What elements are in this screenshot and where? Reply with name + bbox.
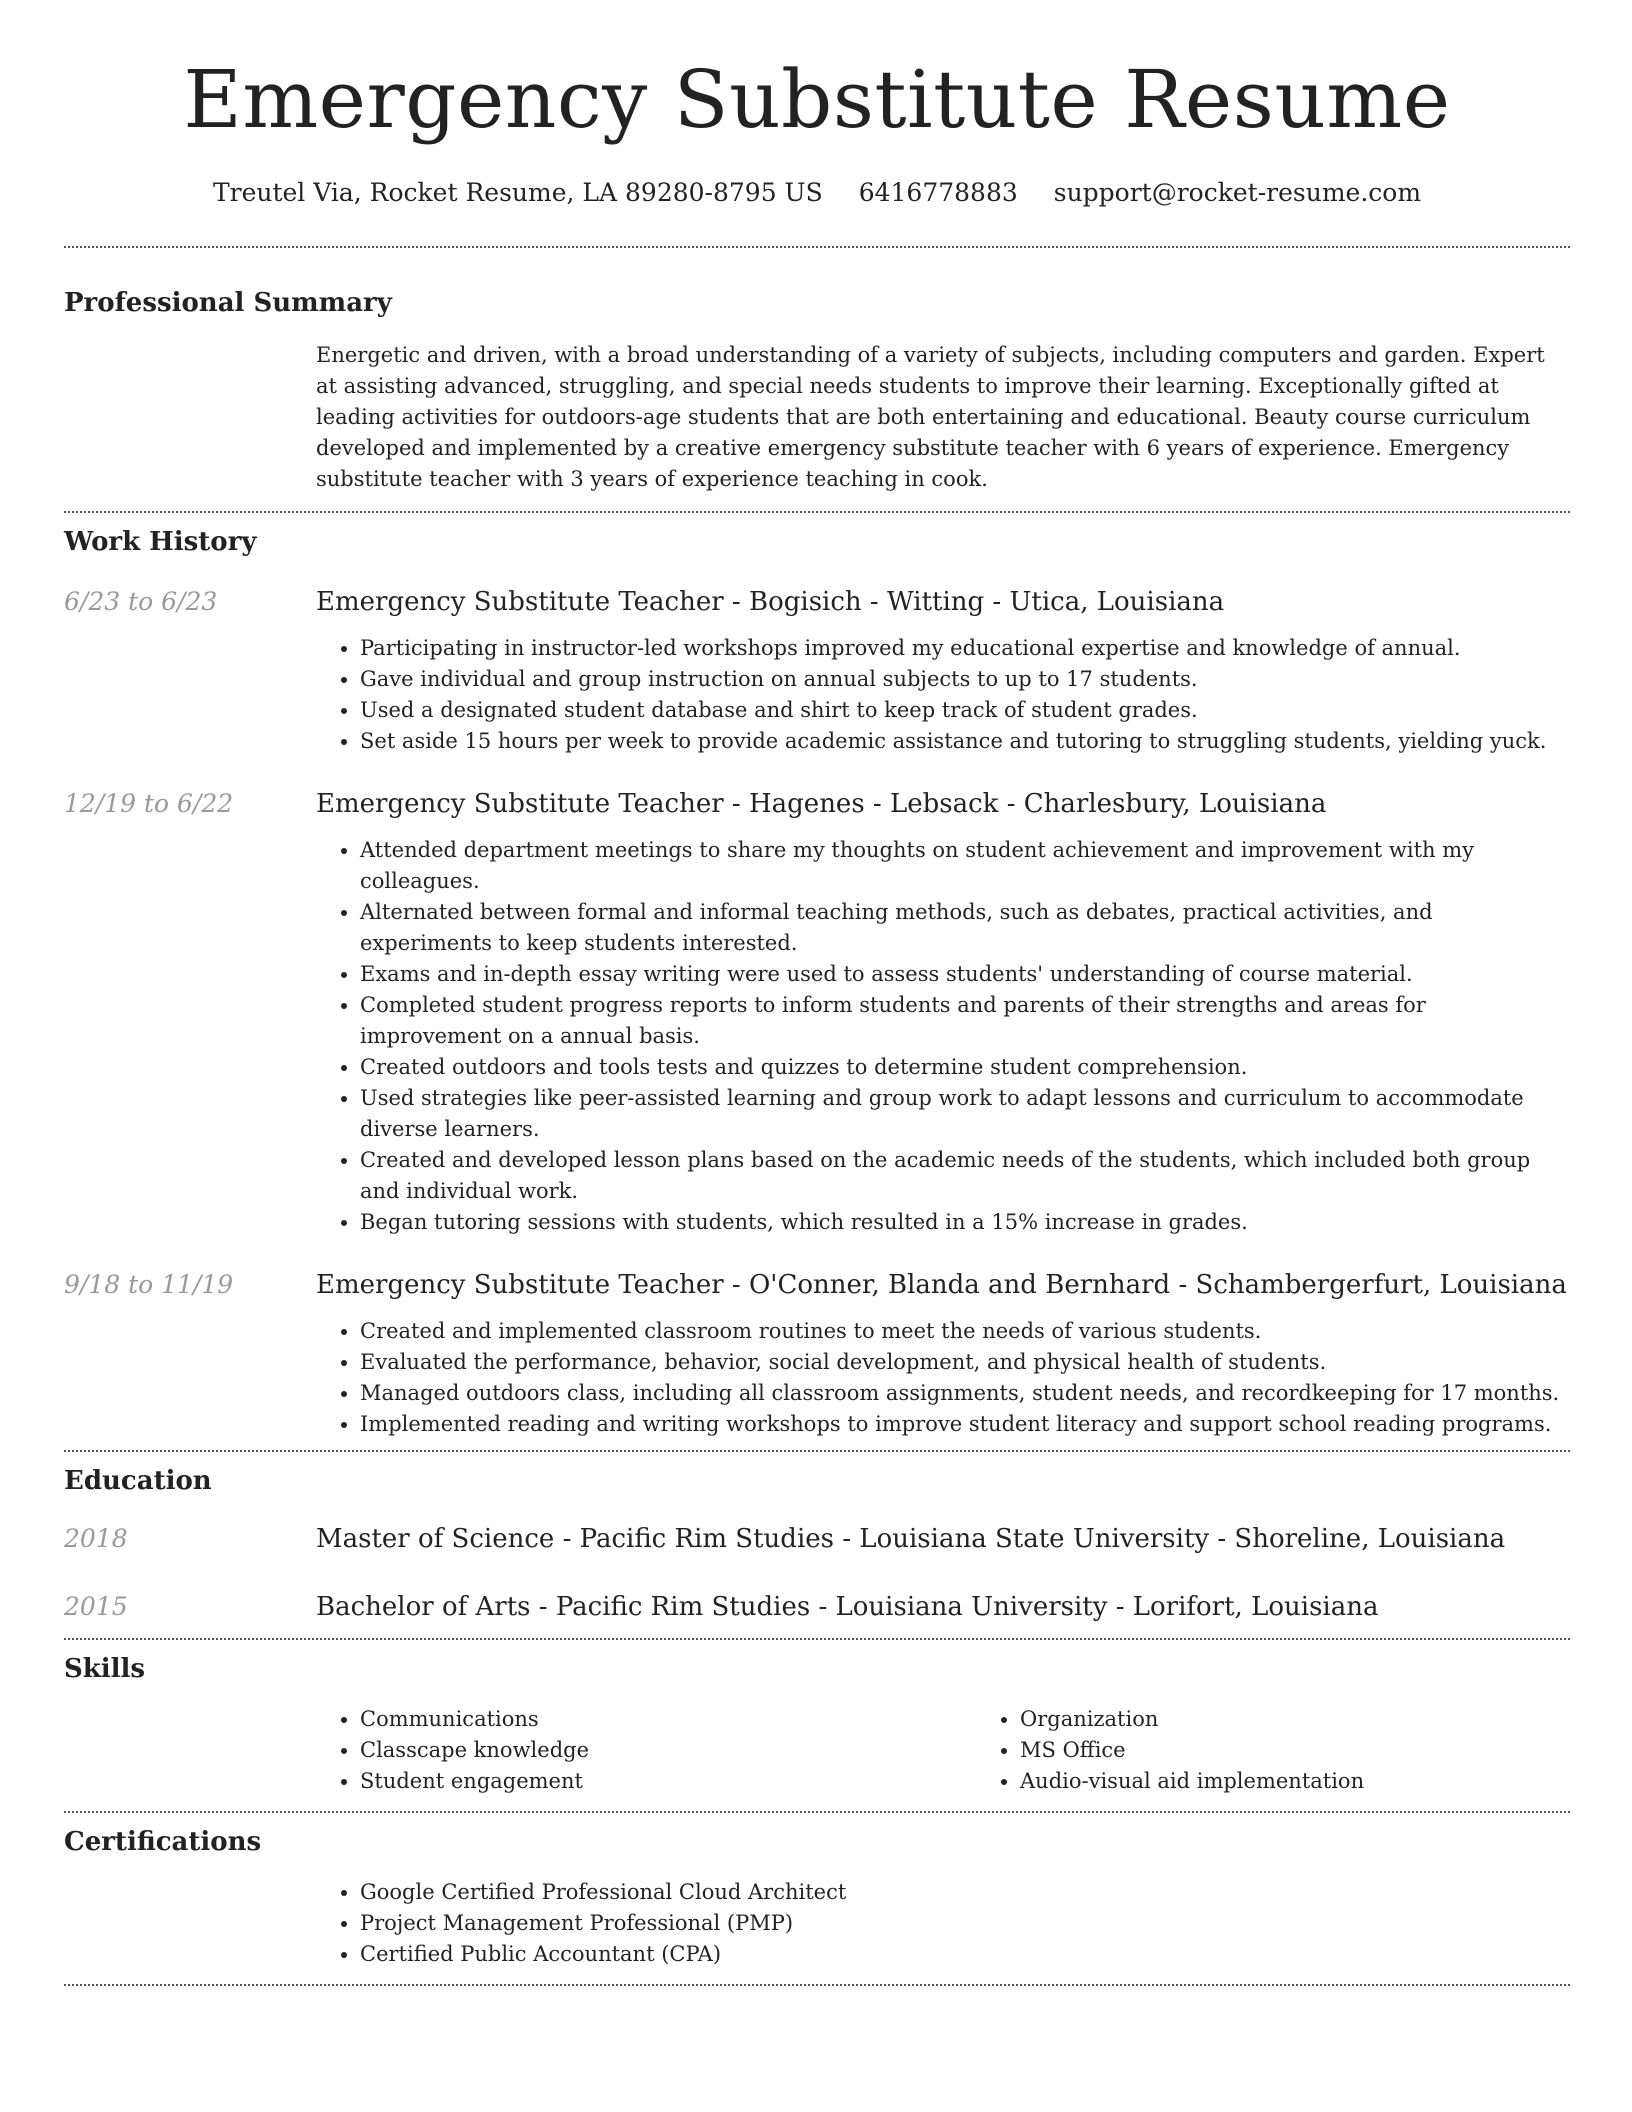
section-divider xyxy=(64,1984,1570,1986)
job-bullet: • Alternated between formal and informal teaching methods, such as debates, practical activities, and experiments to keep students interested. xyxy=(360,897,1570,959)
job-bullets xyxy=(316,633,1570,757)
job-bullet: • Attended department meetings to share my thoughts on student achievement and improvement with my colleagues. xyxy=(360,835,1570,897)
resume-title: Emergency Substitute Resume xyxy=(183,53,1451,146)
contact-phone: 6416778883 xyxy=(858,178,1018,207)
education-year: 2018 xyxy=(64,1524,128,1553)
job-entry xyxy=(64,1268,1570,1440)
resume-page xyxy=(64,0,1570,1986)
certifications-list xyxy=(316,1877,1570,1970)
skill-item: • Organization xyxy=(1020,1704,1632,1735)
summary-heading: Professional Summary xyxy=(64,288,392,318)
job-bullet: • Created outdoors and tools tests and quizzes to determine student comprehension. xyxy=(360,1052,1570,1083)
skill-item: • Audio-visual aid implementation xyxy=(1020,1766,1632,1797)
job-bullets xyxy=(316,835,1570,1238)
certification-item: • Certified Public Accountant (CPA) xyxy=(360,1939,1570,1970)
job-bullet: • Used strategies like peer-assisted learning and group work to adapt lessons and curriculum to accommodate diverse learners. xyxy=(360,1083,1570,1145)
skills-section xyxy=(64,1640,1570,1811)
skill-item: • MS Office xyxy=(1020,1735,1632,1766)
job-bullet: • Gave individual and group instruction on annual subjects to up to 17 students. xyxy=(360,664,1570,695)
education-degree: Master of Science - Pacific Rim Studies - Louisiana State University - Shoreline, Louisiana xyxy=(316,1524,1506,1554)
education-entry xyxy=(64,1522,1570,1556)
job-bullet: • Implemented reading and writing workshops to improve student literacy and support school reading programs. xyxy=(360,1409,1570,1440)
contact-email: support@rocket-resume.com xyxy=(1053,178,1422,207)
skills-list-right xyxy=(976,1704,1632,1797)
education-section xyxy=(64,1452,1570,1638)
job-entry xyxy=(64,787,1570,1238)
certifications-section xyxy=(64,1813,1570,1984)
skills-heading: Skills xyxy=(64,1654,146,1684)
job-bullet: • Evaluated the performance, behavior, social development, and physical health of students. xyxy=(360,1347,1570,1378)
job-bullet: • Participating in instructor-led workshops improved my educational expertise and knowledge of annual. xyxy=(360,633,1570,664)
job-entry xyxy=(64,585,1570,757)
certifications-heading: Certifications xyxy=(64,1827,262,1857)
job-dates: 6/23 to 6/23 xyxy=(64,587,218,616)
job-bullet: • Managed outdoors class, including all classroom assignments, student needs, and recordkeeping for 17 months. xyxy=(360,1378,1570,1409)
skills-list-left xyxy=(316,1704,976,1797)
summary-section xyxy=(64,248,1570,511)
skill-item: • Classcape knowledge xyxy=(360,1735,976,1766)
education-heading: Education xyxy=(64,1466,212,1496)
resume-header xyxy=(64,0,1570,210)
education-year: 2015 xyxy=(64,1592,128,1621)
summary-text: Energetic and driven, with a broad understanding of a variety of subjects, including computers and garden. Expert at assisting advanced, struggling, and special needs students to improve their learning. Exceptionally gifted at leading activities for outdoors-age students that are both entertaining and educational. Beauty course curriculum developed and implemented by a creative emergency substitute teacher with 6 years of experience. Emergency substitute teacher with 3 years of experience teaching in cook. xyxy=(316,343,1545,491)
contact-address: Treutel Via, Rocket Resume, LA 89280-8795 US xyxy=(212,178,823,207)
job-dates: 9/18 to 11/19 xyxy=(64,1270,234,1299)
job-bullet: • Began tutoring sessions with students, which resulted in a 15% increase in grades. xyxy=(360,1207,1570,1238)
work-section xyxy=(64,513,1570,1450)
job-bullet: • Created and implemented classroom routines to meet the needs of various students. xyxy=(360,1316,1570,1347)
job-title: Emergency Substitute Teacher - Bogisich - Witting - Utica, Louisiana xyxy=(316,587,1225,617)
certification-item: • Project Management Professional (PMP) xyxy=(360,1908,1570,1939)
education-entry xyxy=(64,1590,1570,1624)
job-bullets xyxy=(316,1316,1570,1440)
job-dates: 12/19 to 6/22 xyxy=(64,789,234,818)
job-bullet: • Exams and in-depth essay writing were used to assess students' understanding of course material. xyxy=(360,959,1570,990)
job-title: Emergency Substitute Teacher - Hagenes - Lebsack - Charlesbury, Louisiana xyxy=(316,789,1327,819)
job-bullet: • Set aside 15 hours per week to provide academic assistance and tutoring to struggling students, yielding yuck. xyxy=(360,726,1570,757)
skill-item: • Communications xyxy=(360,1704,976,1735)
job-bullet: • Completed student progress reports to inform students and parents of their strengths and areas for improvement on a annual basis. xyxy=(360,990,1570,1052)
job-title: Emergency Substitute Teacher - O'Conner, Blanda and Bernhard - Schambergerfurt, Louisiana xyxy=(316,1270,1567,1300)
skill-item: • Student engagement xyxy=(360,1766,976,1797)
job-bullet: • Used a designated student database and shirt to keep track of student grades. xyxy=(360,695,1570,726)
certification-item: • Google Certified Professional Cloud Architect xyxy=(360,1877,1570,1908)
job-bullet: • Created and developed lesson plans based on the academic needs of the students, which included both group and individual work. xyxy=(360,1145,1570,1207)
contact-line xyxy=(64,176,1570,210)
work-heading: Work History xyxy=(64,527,257,557)
education-degree: Bachelor of Arts - Pacific Rim Studies - Louisiana University - Lorifort, Louisiana xyxy=(316,1592,1379,1622)
